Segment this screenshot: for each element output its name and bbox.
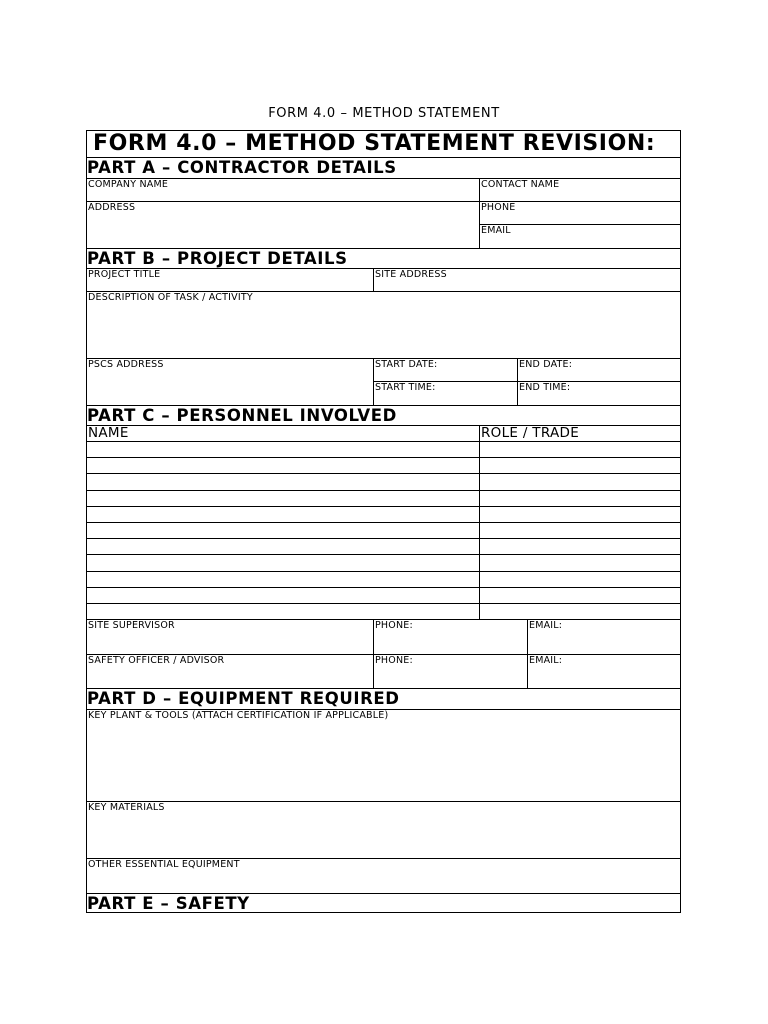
start-date-field[interactable]: START DATE: [374, 359, 518, 382]
email-field[interactable]: EMAIL [480, 225, 680, 249]
personnel-role-cell[interactable] [480, 588, 680, 604]
personnel-role-cell[interactable] [480, 491, 680, 507]
personnel-name-cell[interactable] [87, 588, 480, 604]
end-time-field[interactable]: END TIME: [518, 382, 680, 406]
role-column-header: ROLE / TRADE [480, 426, 680, 442]
site-address-field[interactable]: SITE ADDRESS [374, 269, 680, 292]
part-d-heading: PART D – EQUIPMENT REQUIRED [87, 689, 680, 710]
method-statement-form [86, 130, 681, 913]
personnel-name-cell[interactable] [87, 539, 480, 555]
other-equipment-field[interactable]: OTHER ESSENTIAL EQUIPMENT [87, 859, 680, 894]
form-title: FORM 4.0 – METHOD STATEMENT REVISION: [87, 131, 680, 158]
supervisor-email-field[interactable]: EMAIL: [528, 620, 680, 655]
contact-name-field[interactable]: CONTACT NAME [480, 179, 680, 202]
personnel-name-cell[interactable] [87, 572, 480, 588]
personnel-role-cell[interactable] [480, 523, 680, 539]
key-materials-field[interactable]: KEY MATERIALS [87, 802, 680, 859]
page-header-title: FORM 4.0 – METHOD STATEMENT [268, 106, 500, 121]
safety-officer-field[interactable]: SAFETY OFFICER / ADVISOR [87, 655, 374, 689]
personnel-name-cell[interactable] [87, 458, 480, 474]
personnel-name-cell[interactable] [87, 507, 480, 523]
address-field[interactable]: ADDRESS [87, 202, 480, 249]
key-plant-tools-field[interactable]: KEY PLANT & TOOLS (ATTACH CERTIFICATION IF APPLICABLE) [87, 710, 680, 802]
personnel-role-cell[interactable] [480, 572, 680, 588]
personnel-name-cell[interactable] [87, 491, 480, 507]
personnel-role-cell[interactable] [480, 507, 680, 523]
personnel-name-cell[interactable] [87, 604, 480, 620]
end-date-field[interactable]: END DATE: [518, 359, 680, 382]
part-a-heading: PART A – CONTRACTOR DETAILS [87, 158, 680, 179]
personnel-name-cell[interactable] [87, 555, 480, 571]
description-field[interactable]: DESCRIPTION OF TASK / ACTIVITY [87, 292, 680, 359]
personnel-role-cell[interactable] [480, 604, 680, 620]
personnel-role-cell[interactable] [480, 555, 680, 571]
personnel-role-cell[interactable] [480, 442, 680, 458]
phone-field[interactable]: PHONE [480, 202, 680, 225]
part-b-heading: PART B – PROJECT DETAILS [87, 249, 680, 269]
personnel-name-cell[interactable] [87, 474, 480, 490]
personnel-role-cell[interactable] [480, 474, 680, 490]
site-supervisor-field[interactable]: SITE SUPERVISOR [87, 620, 374, 655]
personnel-role-cell[interactable] [480, 539, 680, 555]
part-e-heading: PART E – SAFETY [87, 894, 250, 912]
start-time-field[interactable]: START TIME: [374, 382, 518, 406]
personnel-role-cell[interactable] [480, 458, 680, 474]
part-c-heading: PART C – PERSONNEL INVOLVED [87, 406, 680, 426]
personnel-name-cell[interactable] [87, 523, 480, 539]
safety-officer-email-field[interactable]: EMAIL: [528, 655, 680, 689]
safety-officer-phone-field[interactable]: PHONE: [374, 655, 528, 689]
company-name-field[interactable]: COMPANY NAME [87, 179, 480, 202]
supervisor-phone-field[interactable]: PHONE: [374, 620, 528, 655]
name-column-header: NAME [87, 426, 480, 442]
project-title-field[interactable]: PROJECT TITLE [87, 269, 374, 292]
personnel-name-cell[interactable] [87, 442, 480, 458]
pscs-address-field[interactable]: PSCS ADDRESS [87, 359, 374, 406]
